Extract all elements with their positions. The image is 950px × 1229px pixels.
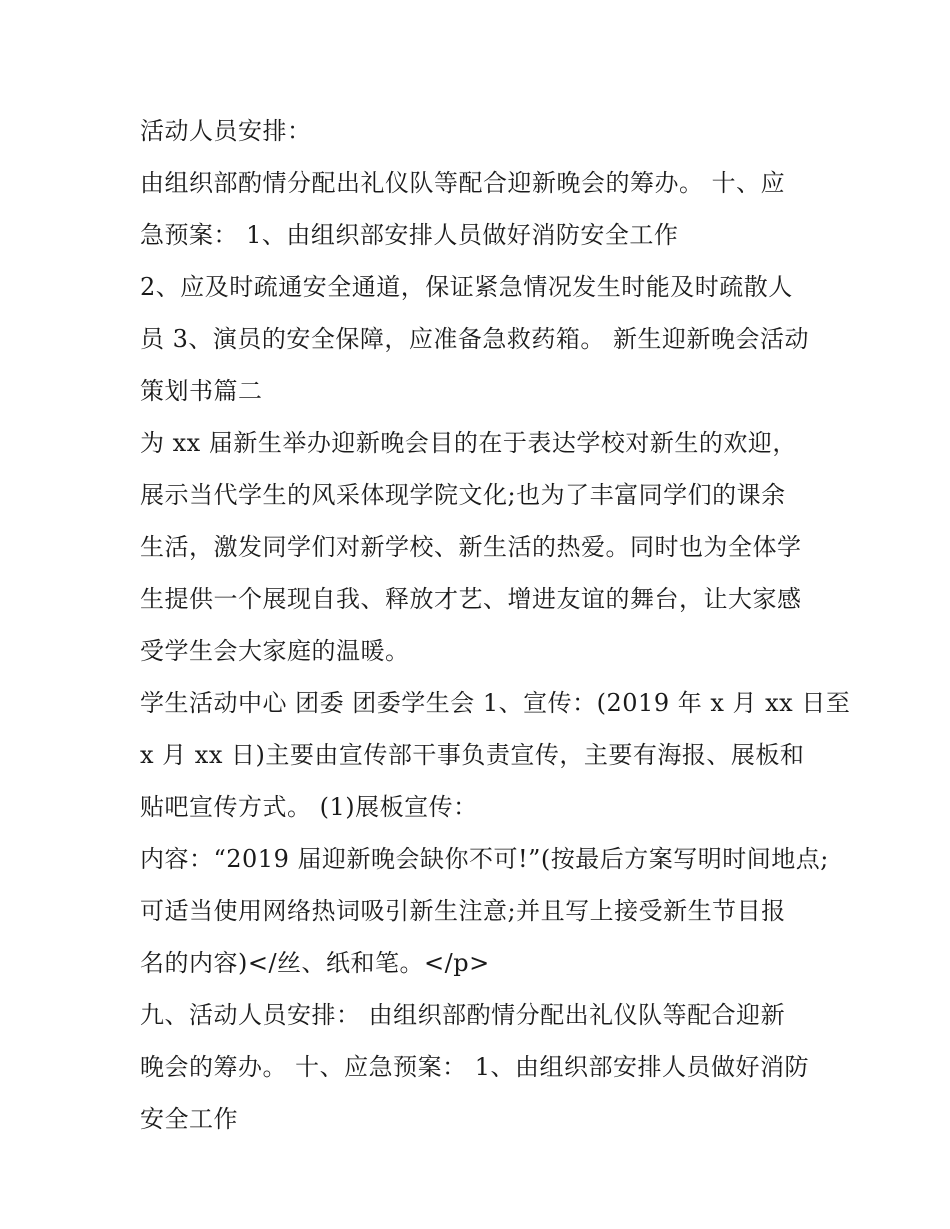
- text-line: 可适当使用网络热词吸引新生注意;并且写上接受新生节目报: [140, 897, 786, 925]
- document-body: [140, 105, 851, 1145]
- text-line: 急预案： 1、由组织部安排人员做好消防安全工作: [140, 221, 679, 249]
- text-line: 2、应及时疏通安全通道，保证紧急情况发生时能及时疏散人: [140, 273, 793, 301]
- text-line: x 月 xx 日)主要由宣传部干事负责宣传，主要有海报、展板和: [140, 741, 805, 769]
- text-line: 内容：“2019 届迎新晚会缺你不可!”(按最后方案写明时间地点;: [140, 845, 829, 873]
- text-line: 展示当代学生的风采体现学院文化;也为了丰富同学们的课余: [140, 481, 786, 509]
- text-line: 为 xx 届新生举办迎新晚会目的在于表达学校对新生的欢迎，: [140, 429, 797, 457]
- text-line: 学生活动中心 团委 团委学生会 1、宣传：(2019 年 x 月 xx 日至: [140, 689, 851, 717]
- text-line: 受学生会大家庭的温暖。: [140, 637, 410, 665]
- text-line: 贴吧宣传方式。 (1)展板宣传：: [140, 793, 478, 821]
- text-line: 生活，激发同学们对新学校、新生活的热爱。同时也为全体学: [140, 533, 802, 561]
- text-line: 生提供一个展现自我、释放才艺、增进友谊的舞台，让大家感: [140, 585, 802, 613]
- text-line: 安全工作: [140, 1105, 238, 1133]
- text-line: 策划书篇二: [140, 377, 263, 405]
- text-line: 晚会的筹办。 十、应急预案： 1、由组织部安排人员做好消防: [140, 1053, 810, 1081]
- text-line: 由组织部酌情分配出礼仪队等配合迎新晚会的筹办。 十、应: [140, 169, 786, 197]
- text-line: 员 3、演员的安全保障，应准备急救药箱。 新生迎新晚会活动: [140, 325, 810, 353]
- text-line: 活动人员安排：: [140, 117, 312, 145]
- text-line: 九、活动人员安排： 由组织部酌情分配出礼仪队等配合迎新: [140, 1001, 786, 1029]
- text-line: 名的内容)</丝、纸和笔。</p>: [140, 949, 490, 977]
